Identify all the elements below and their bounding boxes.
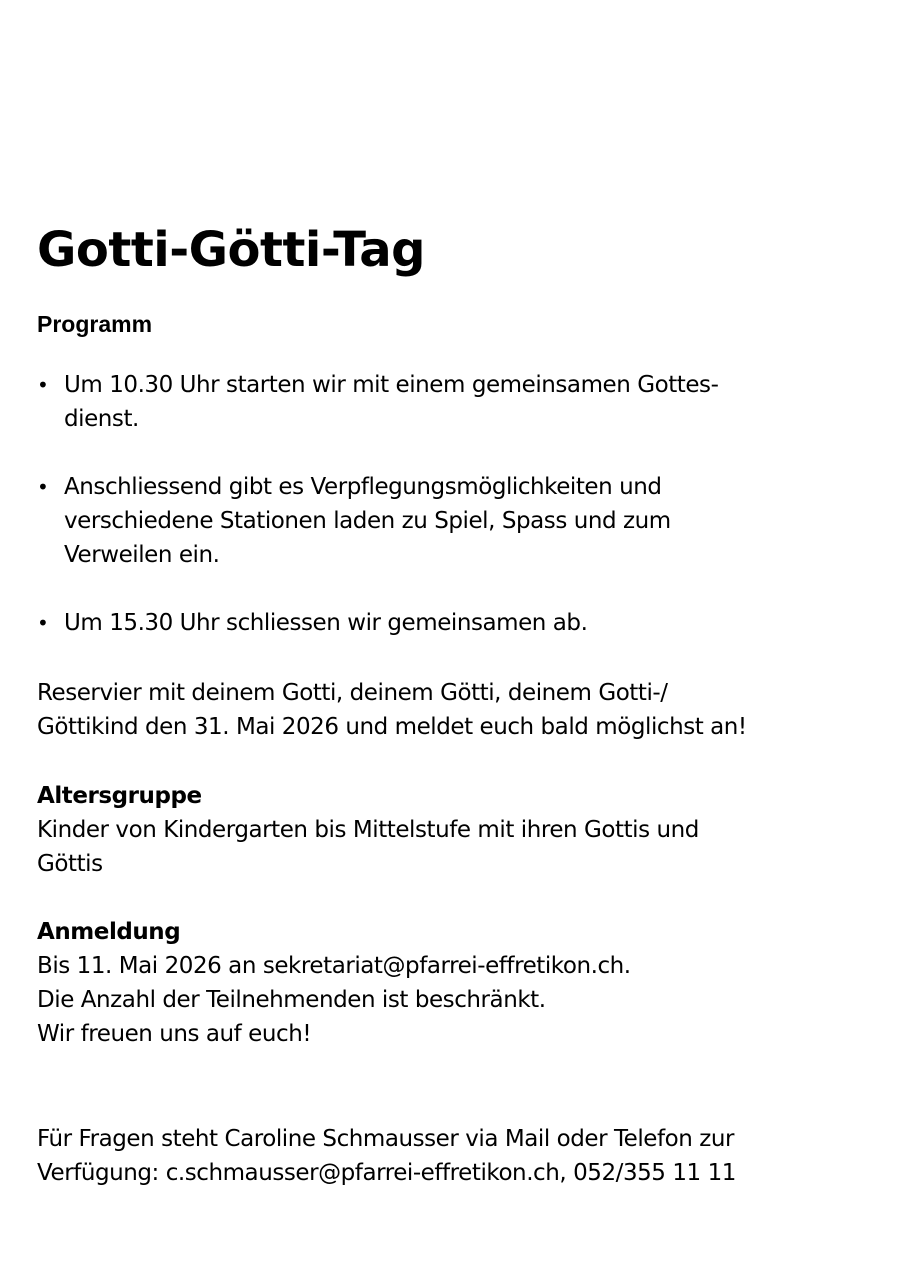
program-heading: Programm [37,311,153,337]
list-item [37,470,857,572]
list-item [37,606,857,640]
registration-line: Wir freuen uns auf euch! [37,1021,312,1047]
reservation-line: Reservier mit deinem Gotti, deinem Götti, deinem Gotti-/ [37,680,668,706]
bullet-icon: • [37,611,49,635]
contact-line: Verfügung: c.schmausser@pfarrei-effretikon.ch, 052/355 11 11 [37,1160,736,1186]
list-item [37,368,857,436]
registration-heading: Anmeldung [37,919,181,945]
contact-line: Für Fragen steht Caroline Schmausser via Mail oder Telefon zur [37,1126,735,1152]
age-group-line: Kinder von Kindergarten bis Mittelstufe mit ihren Gottis und [37,817,699,843]
page-title: Gotti-Götti-Tag [37,222,426,278]
bullet-icon: • [37,373,49,397]
bullet-icon: • [37,475,49,499]
age-group-line: Göttis [37,851,103,877]
age-group-heading: Altersgruppe [37,783,202,809]
registration-section [37,915,631,1051]
contact-paragraph [37,1122,736,1190]
reservation-line: Göttikind den 31. Mai 2026 und meldet euch bald möglichst an! [37,714,747,740]
list-item-line: Verweilen ein. [64,542,220,568]
list-item-line: Um 10.30 Uhr starten wir mit einem gemeinsamen Gottes- [64,372,719,398]
registration-line: Die Anzahl der Teilnehmenden ist beschränkt. [37,987,546,1013]
list-item-line: Um 15.30 Uhr schliessen wir gemeinsamen ab. [64,610,588,636]
registration-line: Bis 11. Mai 2026 an sekretariat@pfarrei-effretikon.ch. [37,953,631,979]
list-item-line: verschiedene Stationen laden zu Spiel, Spass und zum [64,508,671,534]
age-group-section [37,779,699,881]
program-list [37,368,857,674]
list-item-line: dienst. [64,406,139,432]
reservation-paragraph [37,676,747,744]
list-item-line: Anschliessend gibt es Verpflegungsmöglichkeiten und [64,474,662,500]
